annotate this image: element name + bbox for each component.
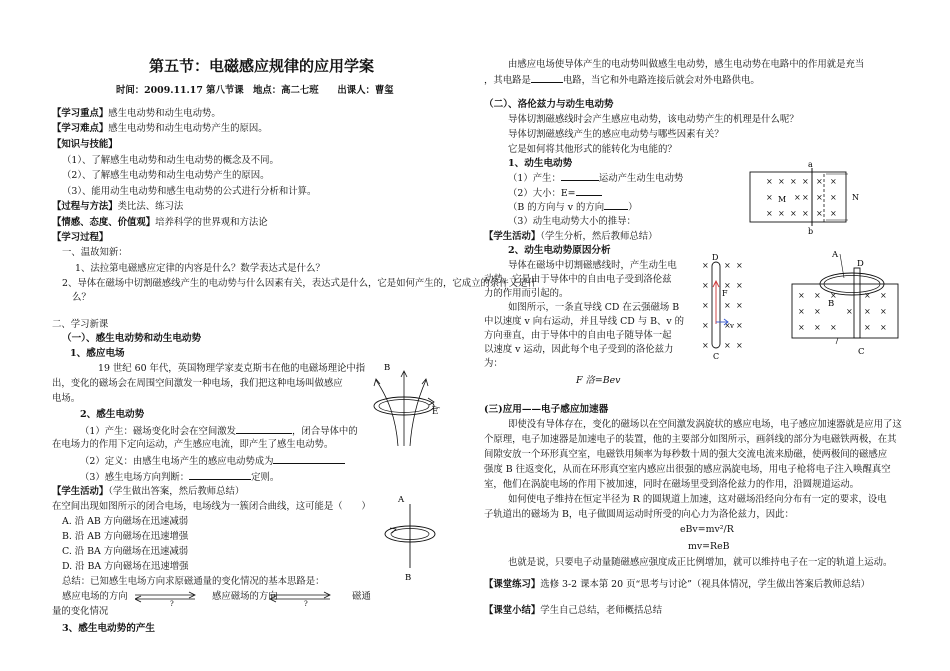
cause-line-5: 中以速度 v 向右运动，并且导线 CD 与 B、v 的 bbox=[484, 316, 685, 327]
section-3-heading: (三)应用——电子感应加速器 bbox=[484, 404, 609, 415]
accel-line-6: 如何使电子维持在恒定半径为 R 的圆规道上加速，这对磁场沿经向分布有一定的要求，设电 bbox=[508, 494, 887, 505]
svg-text:×: × bbox=[864, 291, 871, 300]
figB-label-c: C bbox=[713, 352, 720, 361]
cause-line-4: 如图所示，一条直导线 CD 在云强磁场 B bbox=[508, 302, 680, 313]
question-2b: 么？ bbox=[72, 292, 91, 303]
emf-item-1b: 在电场力的作用下定向运动，产生感应电流，即产生了感生电动势。 bbox=[52, 439, 334, 450]
figC-label-b: B bbox=[828, 299, 835, 309]
flow-question-1: ? bbox=[170, 600, 174, 608]
motional-item-2: （2）大小：E= bbox=[508, 186, 602, 200]
svg-text:×: × bbox=[816, 177, 823, 186]
accel-line-3: 间隙安放一个环形真空室，电磁铁用频率为每秒数十周的强大交流电流来励磁，使两极间的磁感应 bbox=[484, 449, 888, 460]
right-para-1: 由感应电场使导体产生的电动势叫做感生电动势，感生电动势在电路中的作用就是充当 bbox=[508, 59, 865, 70]
page-title: 第五节：电磁感应规律的应用学案 bbox=[149, 57, 375, 75]
student-activity-1: 【学生活动】（学生做出答案，然后教师总结） bbox=[52, 486, 245, 497]
figC-label-a: A bbox=[832, 250, 839, 260]
accel-line-7: 子轨道出的磁场为 B，电子做圆周运动时所受的向心力为洛伦兹力，因此： bbox=[484, 509, 794, 520]
fig1-label-e: E bbox=[432, 407, 439, 417]
rod-cd-figure bbox=[700, 252, 750, 362]
svg-text:×: × bbox=[880, 291, 887, 300]
accel-line-1: 即使没有导体存在，变化的磁场以在空间激发涡旋状的感应电场，电子感应加速器就是应用了这 bbox=[508, 419, 902, 430]
flow-text-4: 量的变化情况 bbox=[52, 606, 109, 617]
svg-text:×: × bbox=[790, 177, 797, 186]
svg-text:×: × bbox=[880, 307, 887, 316]
flow-text-3: 磁通 bbox=[352, 591, 371, 602]
svg-text:×: × bbox=[802, 177, 809, 186]
svg-text:×: × bbox=[736, 281, 743, 290]
activity-question: 在空间出现如图所示的闭合电场，电场线为一簇闭合曲线，这可能是（ ） bbox=[52, 501, 371, 512]
fig2-label-a: A bbox=[398, 495, 405, 505]
motional-item-3: （B 的方向与 v 的方向 ） bbox=[508, 202, 638, 213]
summary-line: 总结：已知感生电场方向求原磁通量的变化情况的基本思路是： bbox=[62, 576, 325, 587]
emf-item-1: （1）产生：磁场变化时会在空间激发 ，闭合导体中的 bbox=[80, 426, 358, 437]
svg-text:×: × bbox=[880, 323, 887, 332]
svg-text:×: × bbox=[846, 307, 853, 316]
svg-text:×: × bbox=[794, 193, 801, 202]
option-c: C. 沿 BA 方向磁场在迅速减弱 bbox=[62, 546, 189, 557]
induced-field-figure bbox=[352, 358, 452, 450]
svg-text:×: × bbox=[790, 209, 797, 218]
svg-text:×: × bbox=[736, 261, 743, 270]
svg-text:×: × bbox=[864, 323, 871, 332]
svg-text:×: × bbox=[778, 209, 785, 218]
focus-line: 【学习重点】感生电动势和动生电动势。 bbox=[52, 108, 221, 119]
induced-field-heading: 1、感应电场 bbox=[70, 348, 125, 359]
option-d: D. 沿 BA 方向磁场在迅速增强 bbox=[62, 561, 189, 572]
fig2-label-b: B bbox=[405, 573, 412, 582]
right-question-3: 它是如何将其他形式的能转化为电能的？ bbox=[508, 144, 677, 155]
svg-text:×: × bbox=[702, 341, 709, 350]
practice-line: 【课堂练习】选修 3-2 课本第 20 页“思考与讨论”（视具体情况，学生做出答案后教师总结） bbox=[484, 579, 871, 590]
svg-text:×: × bbox=[814, 291, 821, 300]
svg-text:×: × bbox=[724, 341, 731, 350]
svg-text:×: × bbox=[798, 307, 805, 316]
svg-text:×: × bbox=[766, 177, 773, 186]
para-1c: 电场。 bbox=[52, 393, 81, 404]
figA-label-n: N bbox=[852, 193, 859, 202]
review-heading: 一、温故知新： bbox=[62, 247, 128, 258]
motional-item-1: （1）产生： 运动产生动生电动势 bbox=[508, 173, 684, 184]
svg-text:×: × bbox=[702, 261, 709, 270]
emf-item-3: （3）感生电场方向判断： 定则。 bbox=[80, 472, 280, 483]
equation-2: mv=ReB bbox=[688, 541, 730, 552]
student-activity-2: 【学生活动】（学生分析，然后教师总结） bbox=[484, 231, 658, 242]
para-1a: 19 世纪 60 年代，英国物理学家麦克斯韦在他的电磁场理论中指 bbox=[98, 363, 366, 374]
fig1-label-b: B bbox=[384, 363, 391, 373]
svg-text:×: × bbox=[830, 177, 837, 186]
figC-label-d: D bbox=[857, 259, 864, 269]
figA-label-b: b bbox=[808, 227, 814, 235]
course-heading: 【学习过程】 bbox=[52, 232, 109, 243]
question-2a: 2、导体在磁场中切割磁感线产生的电动势与什么因素有关，表达式是什么，它是如何产生的，它成立的条件又是什 bbox=[62, 278, 537, 289]
cause-line-8: 为： bbox=[484, 358, 503, 369]
cause-line-7: 以速度 v 运动，因此每个电子受到的洛伦兹力 bbox=[484, 344, 674, 355]
option-b: B. 沿 AB 方向磁场在迅速增强 bbox=[62, 531, 189, 542]
accel-line-4: 强度 B 往返变化，从而在环形真空室内感应出很强的感应涡旋电场，用电子枪将电子注入唤醒真空 bbox=[484, 464, 891, 475]
accel-line-2: 个原理，电子加速器是加速电子的装置，他的主要部分如图所示，画斜线的部分为电磁铁两极，在其 bbox=[484, 434, 897, 445]
svg-text:×: × bbox=[778, 177, 785, 186]
svg-text:×: × bbox=[702, 321, 709, 330]
emf-generation-heading: 3、感生电动势的产生 bbox=[62, 623, 156, 634]
svg-text:×: × bbox=[798, 291, 805, 300]
equation-1: eBv=mv²/R bbox=[680, 524, 734, 535]
accelerator-figure bbox=[790, 248, 902, 358]
motional-item-4: （3）动生电动势大小的推导： bbox=[508, 216, 636, 227]
svg-text:×: × bbox=[816, 209, 823, 218]
motional-emf-heading: 1、动生电动势 bbox=[508, 158, 573, 169]
question-1: 1、法拉第电磁感应定律的内容是什么？数学表达式是什么？ bbox=[75, 263, 325, 274]
accel-line-5: 室，他们在涡旋电场的作用下被加速，同时在磁场里受到洛伦兹力的作用，沿圆规道运动。 bbox=[484, 479, 860, 490]
right-para-2: ，其电路是 电路，当它和外电路连接后就会对外电路供电。 bbox=[484, 75, 760, 86]
svg-text:×: × bbox=[724, 281, 731, 290]
flow-question-2: ? bbox=[304, 600, 308, 608]
knowledge-item-1: （1）、了解感生电动势和动生电动势的概念及不同。 bbox=[62, 155, 279, 166]
svg-text:×: × bbox=[814, 323, 821, 332]
lorentz-formula: F 洛=Bev bbox=[576, 375, 621, 386]
svg-text:×: × bbox=[724, 261, 731, 270]
svg-text:×: × bbox=[830, 323, 837, 332]
svg-text:×: × bbox=[830, 193, 837, 202]
meta-line: 时间：2009.11.17 第八节课 地点：高二七班 出课人：曹玺 bbox=[116, 85, 394, 96]
figA-label-a: a bbox=[808, 160, 813, 169]
para-1b: 出，变化的磁场会在周围空间激发一种电场，我们把这种电场叫做感应 bbox=[52, 378, 343, 389]
flow-text-2: 感应磁场的方向 bbox=[212, 591, 278, 602]
svg-text:×: × bbox=[736, 301, 743, 310]
svg-text:×: × bbox=[766, 193, 773, 202]
rail-field-figure bbox=[744, 160, 874, 235]
summary-line-right: 【课堂小结】学生自己总结，老师概括总结 bbox=[484, 605, 663, 616]
cause-line-6: 方向垂直，由于导体中的自由电子随导体一起 bbox=[484, 330, 672, 341]
difficulty-line: 【学习难点】感生电动势和动生电动势产生的原因。 bbox=[52, 123, 268, 134]
cause-line-1: 导体在磁场中切割磁感线时，产生动生电 bbox=[508, 260, 677, 271]
cause-line-3: 力的作用而引起的。 bbox=[484, 288, 569, 299]
svg-text:×: × bbox=[766, 209, 773, 218]
cause-line-2: 动势，它是由于导体中的自由电子受到洛伦兹 bbox=[484, 274, 672, 285]
svg-text:×: × bbox=[802, 193, 809, 202]
svg-text:×: × bbox=[724, 301, 731, 310]
accel-line-8: 也就是说，只要电子动量随磁感应强度成正比例增加，就可以维持电子在一定的轨道上运动。 bbox=[508, 557, 893, 568]
svg-text:×: × bbox=[702, 281, 709, 290]
right-question-2: 导体切割磁感线产生的感应电动势与哪些因素有关？ bbox=[508, 129, 724, 140]
flow-arrows bbox=[135, 590, 385, 604]
option-a: A. 沿 AB 方向磁场在迅速减弱 bbox=[62, 516, 189, 527]
figB-label-v: v bbox=[730, 322, 734, 330]
emotion-line: 【情感、态度、价值观】培养科学的世界观和方法论 bbox=[52, 217, 268, 228]
knowledge-item-3: （3）、能用动生电动势和感生电动势的公式进行分析和计算。 bbox=[62, 186, 317, 197]
figB-label-f: F bbox=[722, 289, 728, 298]
figA-label-m: M bbox=[778, 195, 787, 204]
new-lesson-heading: 二、学习新课 bbox=[52, 319, 109, 330]
flow-text-1: 感应电场的方向 bbox=[62, 591, 128, 602]
svg-text:×: × bbox=[816, 193, 823, 202]
induced-emf-heading: 2、感生电动势 bbox=[80, 409, 145, 420]
svg-text:×: × bbox=[830, 209, 837, 218]
motional-cause-heading: 2、动生电动势原因分析 bbox=[508, 245, 611, 256]
svg-text:×: × bbox=[798, 323, 805, 332]
svg-text:×: × bbox=[864, 307, 871, 316]
section-1-heading: （一）、感生电动势和动生电动势 bbox=[62, 333, 202, 344]
figC-label-c: C bbox=[858, 347, 865, 357]
figB-label-d: D bbox=[712, 253, 719, 262]
svg-text:×: × bbox=[830, 291, 837, 300]
svg-text:×: × bbox=[814, 307, 821, 316]
svg-text:×: × bbox=[802, 209, 809, 218]
svg-text:×: × bbox=[736, 321, 743, 330]
knowledge-item-2: （2）、了解感生电动势和动生电动势产生的原因。 bbox=[62, 170, 270, 181]
svg-text:×: × bbox=[724, 321, 731, 330]
svg-text:×: × bbox=[736, 341, 743, 350]
closed-field-figure bbox=[380, 490, 450, 582]
right-question-1: 导体切割磁感线时会产生感应电动势，该电动势产生的机理是什么呢？ bbox=[508, 114, 799, 125]
svg-text:×: × bbox=[702, 301, 709, 310]
emf-item-2: （2）定义：由感生电场产生的感应电动势成为 bbox=[80, 454, 345, 468]
section-2-heading: （二）、洛伦兹力与动生电动势 bbox=[484, 99, 614, 110]
knowledge-heading: 【知识与技能】 bbox=[52, 139, 118, 150]
process-line: 【过程与方法】类比法、练习法 bbox=[52, 201, 184, 212]
